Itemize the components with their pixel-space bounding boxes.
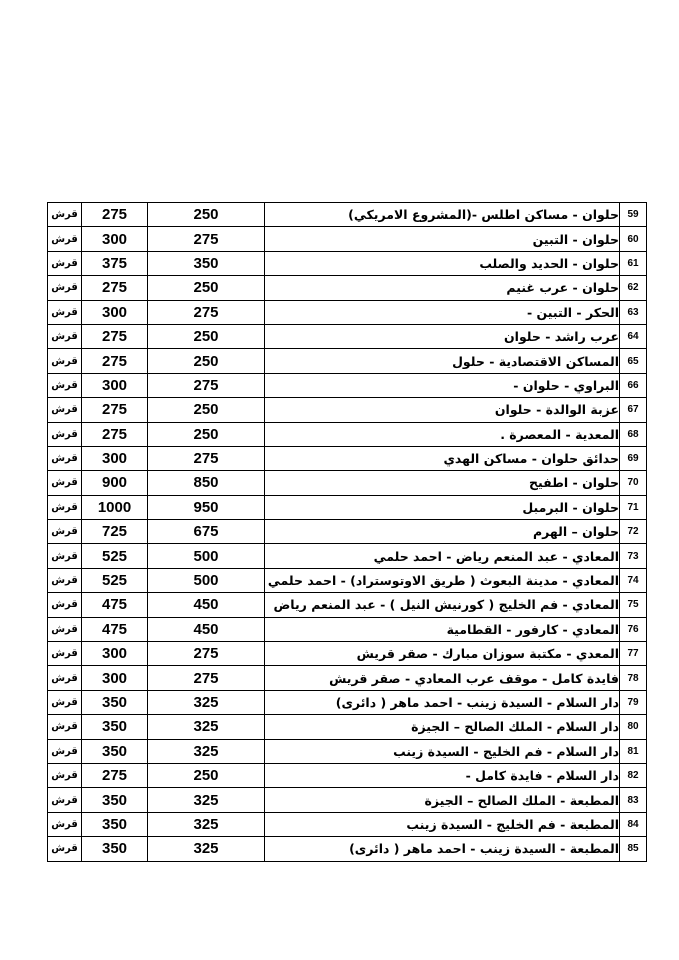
route-name-cell: حلوان - مساكن اطلس -(المشروع الامريكي) [265,203,620,227]
line-number-cell: 79 [620,690,647,714]
table-row [48,300,647,324]
currency-unit-cell: قرش [48,666,82,690]
currency-unit-cell: قرش [48,739,82,763]
old-fare-cell: 250 [148,203,265,227]
route-name-cell: حلوان - البرمبل [265,495,620,519]
table-row [48,324,647,348]
route-name-cell: عرب راشد - حلوان [265,324,620,348]
old-fare-cell: 275 [148,373,265,397]
old-fare-cell: 275 [148,446,265,470]
table-row [48,763,647,787]
currency-unit-cell: قرش [48,788,82,812]
currency-unit-cell: قرش [48,593,82,617]
line-number-cell: 70 [620,471,647,495]
new-fare-cell: 1000 [82,495,148,519]
route-name-cell: المعادي - كارفور - القطامية [265,617,620,641]
route-name-cell: حلوان - الحديد والصلب [265,251,620,275]
new-fare-cell: 375 [82,251,148,275]
table-row [48,520,647,544]
new-fare-cell: 900 [82,471,148,495]
line-number-cell: 62 [620,276,647,300]
new-fare-cell: 300 [82,666,148,690]
currency-unit-cell: قرش [48,520,82,544]
fare-table-sheet [47,202,646,862]
new-fare-cell: 275 [82,349,148,373]
old-fare-cell: 325 [148,690,265,714]
new-fare-cell: 350 [82,715,148,739]
route-name-cell: دار السلام - فايدة كامل - [265,763,620,787]
table-row [48,398,647,422]
old-fare-cell: 450 [148,593,265,617]
currency-unit-cell: قرش [48,617,82,641]
fare-table-body [48,203,647,862]
old-fare-cell: 325 [148,715,265,739]
old-fare-cell: 325 [148,788,265,812]
table-row [48,276,647,300]
line-number-cell: 74 [620,568,647,592]
line-number-cell: 82 [620,763,647,787]
route-name-cell: المطبعة - السيدة زينب - احمد ماهر ( دائرى) [265,837,620,861]
table-row [48,373,647,397]
route-name-cell: المطبعة - الملك الصالح – الجيزة [265,788,620,812]
new-fare-cell: 350 [82,690,148,714]
currency-unit-cell: قرش [48,373,82,397]
table-row [48,690,647,714]
route-name-cell: المعادي - مدينة البعوث ( طريق الاوتوستراد) - احمد حلمي [265,568,620,592]
route-name-cell: دار السلام - فم الخليج - السيدة زينب [265,739,620,763]
table-row [48,495,647,519]
old-fare-cell: 275 [148,227,265,251]
line-number-cell: 72 [620,520,647,544]
route-name-cell: المعدي - مكتبة سوزان مبارك - صقر قريش [265,642,620,666]
old-fare-cell: 325 [148,812,265,836]
line-number-cell: 60 [620,227,647,251]
old-fare-cell: 325 [148,739,265,763]
old-fare-cell: 350 [148,251,265,275]
new-fare-cell: 475 [82,617,148,641]
currency-unit-cell: قرش [48,446,82,470]
currency-unit-cell: قرش [48,398,82,422]
new-fare-cell: 350 [82,739,148,763]
new-fare-cell: 275 [82,398,148,422]
currency-unit-cell: قرش [48,690,82,714]
line-number-cell: 80 [620,715,647,739]
route-name-cell: المعدية - المعصرة . [265,422,620,446]
new-fare-cell: 300 [82,373,148,397]
old-fare-cell: 250 [148,324,265,348]
route-name-cell: المعادي - فم الخليج ( كورنيش النيل ) - عبد المنعم رياض [265,593,620,617]
line-number-cell: 69 [620,446,647,470]
route-name-cell: عزبة الوالدة - حلوان [265,398,620,422]
currency-unit-cell: قرش [48,324,82,348]
route-name-cell: حلوان - عرب غنيم [265,276,620,300]
line-number-cell: 68 [620,422,647,446]
currency-unit-cell: قرش [48,203,82,227]
table-row [48,715,647,739]
old-fare-cell: 950 [148,495,265,519]
currency-unit-cell: قرش [48,422,82,446]
currency-unit-cell: قرش [48,495,82,519]
currency-unit-cell: قرش [48,715,82,739]
line-number-cell: 77 [620,642,647,666]
currency-unit-cell: قرش [48,837,82,861]
route-name-cell: الحكر - التبين - [265,300,620,324]
currency-unit-cell: قرش [48,568,82,592]
old-fare-cell: 275 [148,666,265,690]
old-fare-cell: 250 [148,422,265,446]
currency-unit-cell: قرش [48,349,82,373]
old-fare-cell: 500 [148,568,265,592]
new-fare-cell: 350 [82,837,148,861]
old-fare-cell: 675 [148,520,265,544]
table-row [48,788,647,812]
table-row [48,227,647,251]
table-row [48,837,647,861]
table-row [48,349,647,373]
currency-unit-cell: قرش [48,276,82,300]
new-fare-cell: 300 [82,446,148,470]
table-row [48,203,647,227]
new-fare-cell: 275 [82,763,148,787]
line-number-cell: 71 [620,495,647,519]
old-fare-cell: 850 [148,471,265,495]
currency-unit-cell: قرش [48,251,82,275]
table-row [48,422,647,446]
line-number-cell: 59 [620,203,647,227]
old-fare-cell: 250 [148,276,265,300]
route-name-cell: المعادي - عبد المنعم رياض - احمد حلمي [265,544,620,568]
line-number-cell: 81 [620,739,647,763]
new-fare-cell: 275 [82,203,148,227]
currency-unit-cell: قرش [48,544,82,568]
old-fare-cell: 325 [148,837,265,861]
new-fare-cell: 475 [82,593,148,617]
new-fare-cell: 300 [82,300,148,324]
table-row [48,739,647,763]
currency-unit-cell: قرش [48,642,82,666]
currency-unit-cell: قرش [48,763,82,787]
new-fare-cell: 525 [82,568,148,592]
line-number-cell: 83 [620,788,647,812]
new-fare-cell: 300 [82,227,148,251]
route-name-cell: حلوان - اطفيح [265,471,620,495]
new-fare-cell: 275 [82,324,148,348]
route-name-cell: حلوان – الهرم [265,520,620,544]
route-name-cell: دار السلام - الملك الصالح – الجيزة [265,715,620,739]
old-fare-cell: 250 [148,349,265,373]
table-row [48,251,647,275]
line-number-cell: 84 [620,812,647,836]
route-name-cell: دار السلام - السيدة زينب - احمد ماهر ( دائرى) [265,690,620,714]
currency-unit-cell: قرش [48,300,82,324]
table-row [48,568,647,592]
table-row [48,666,647,690]
new-fare-cell: 275 [82,422,148,446]
route-name-cell: فايدة كامل - موقف عرب المعادي - صقر قريش [265,666,620,690]
line-number-cell: 85 [620,837,647,861]
route-name-cell: حلوان - التبين [265,227,620,251]
old-fare-cell: 250 [148,398,265,422]
line-number-cell: 64 [620,324,647,348]
currency-unit-cell: قرش [48,227,82,251]
route-name-cell: البراوي - حلوان - [265,373,620,397]
table-row [48,446,647,470]
line-number-cell: 66 [620,373,647,397]
new-fare-cell: 525 [82,544,148,568]
new-fare-cell: 300 [82,642,148,666]
line-number-cell: 63 [620,300,647,324]
line-number-cell: 61 [620,251,647,275]
old-fare-cell: 275 [148,300,265,324]
new-fare-cell: 350 [82,812,148,836]
table-row [48,471,647,495]
line-number-cell: 75 [620,593,647,617]
line-number-cell: 76 [620,617,647,641]
old-fare-cell: 450 [148,617,265,641]
table-row [48,544,647,568]
line-number-cell: 65 [620,349,647,373]
table-row [48,617,647,641]
new-fare-cell: 725 [82,520,148,544]
old-fare-cell: 500 [148,544,265,568]
table-row [48,642,647,666]
route-name-cell: المطبعة - فم الخليج - السيدة زينب [265,812,620,836]
currency-unit-cell: قرش [48,471,82,495]
currency-unit-cell: قرش [48,812,82,836]
new-fare-cell: 350 [82,788,148,812]
line-number-cell: 67 [620,398,647,422]
table-row [48,593,647,617]
route-name-cell: حدائق حلوان - مساكن الهدي [265,446,620,470]
old-fare-cell: 275 [148,642,265,666]
new-fare-cell: 275 [82,276,148,300]
table-row [48,812,647,836]
line-number-cell: 73 [620,544,647,568]
line-number-cell: 78 [620,666,647,690]
route-name-cell: المساكن الاقتصادية - حلول [265,349,620,373]
old-fare-cell: 250 [148,763,265,787]
fare-table [47,202,647,862]
